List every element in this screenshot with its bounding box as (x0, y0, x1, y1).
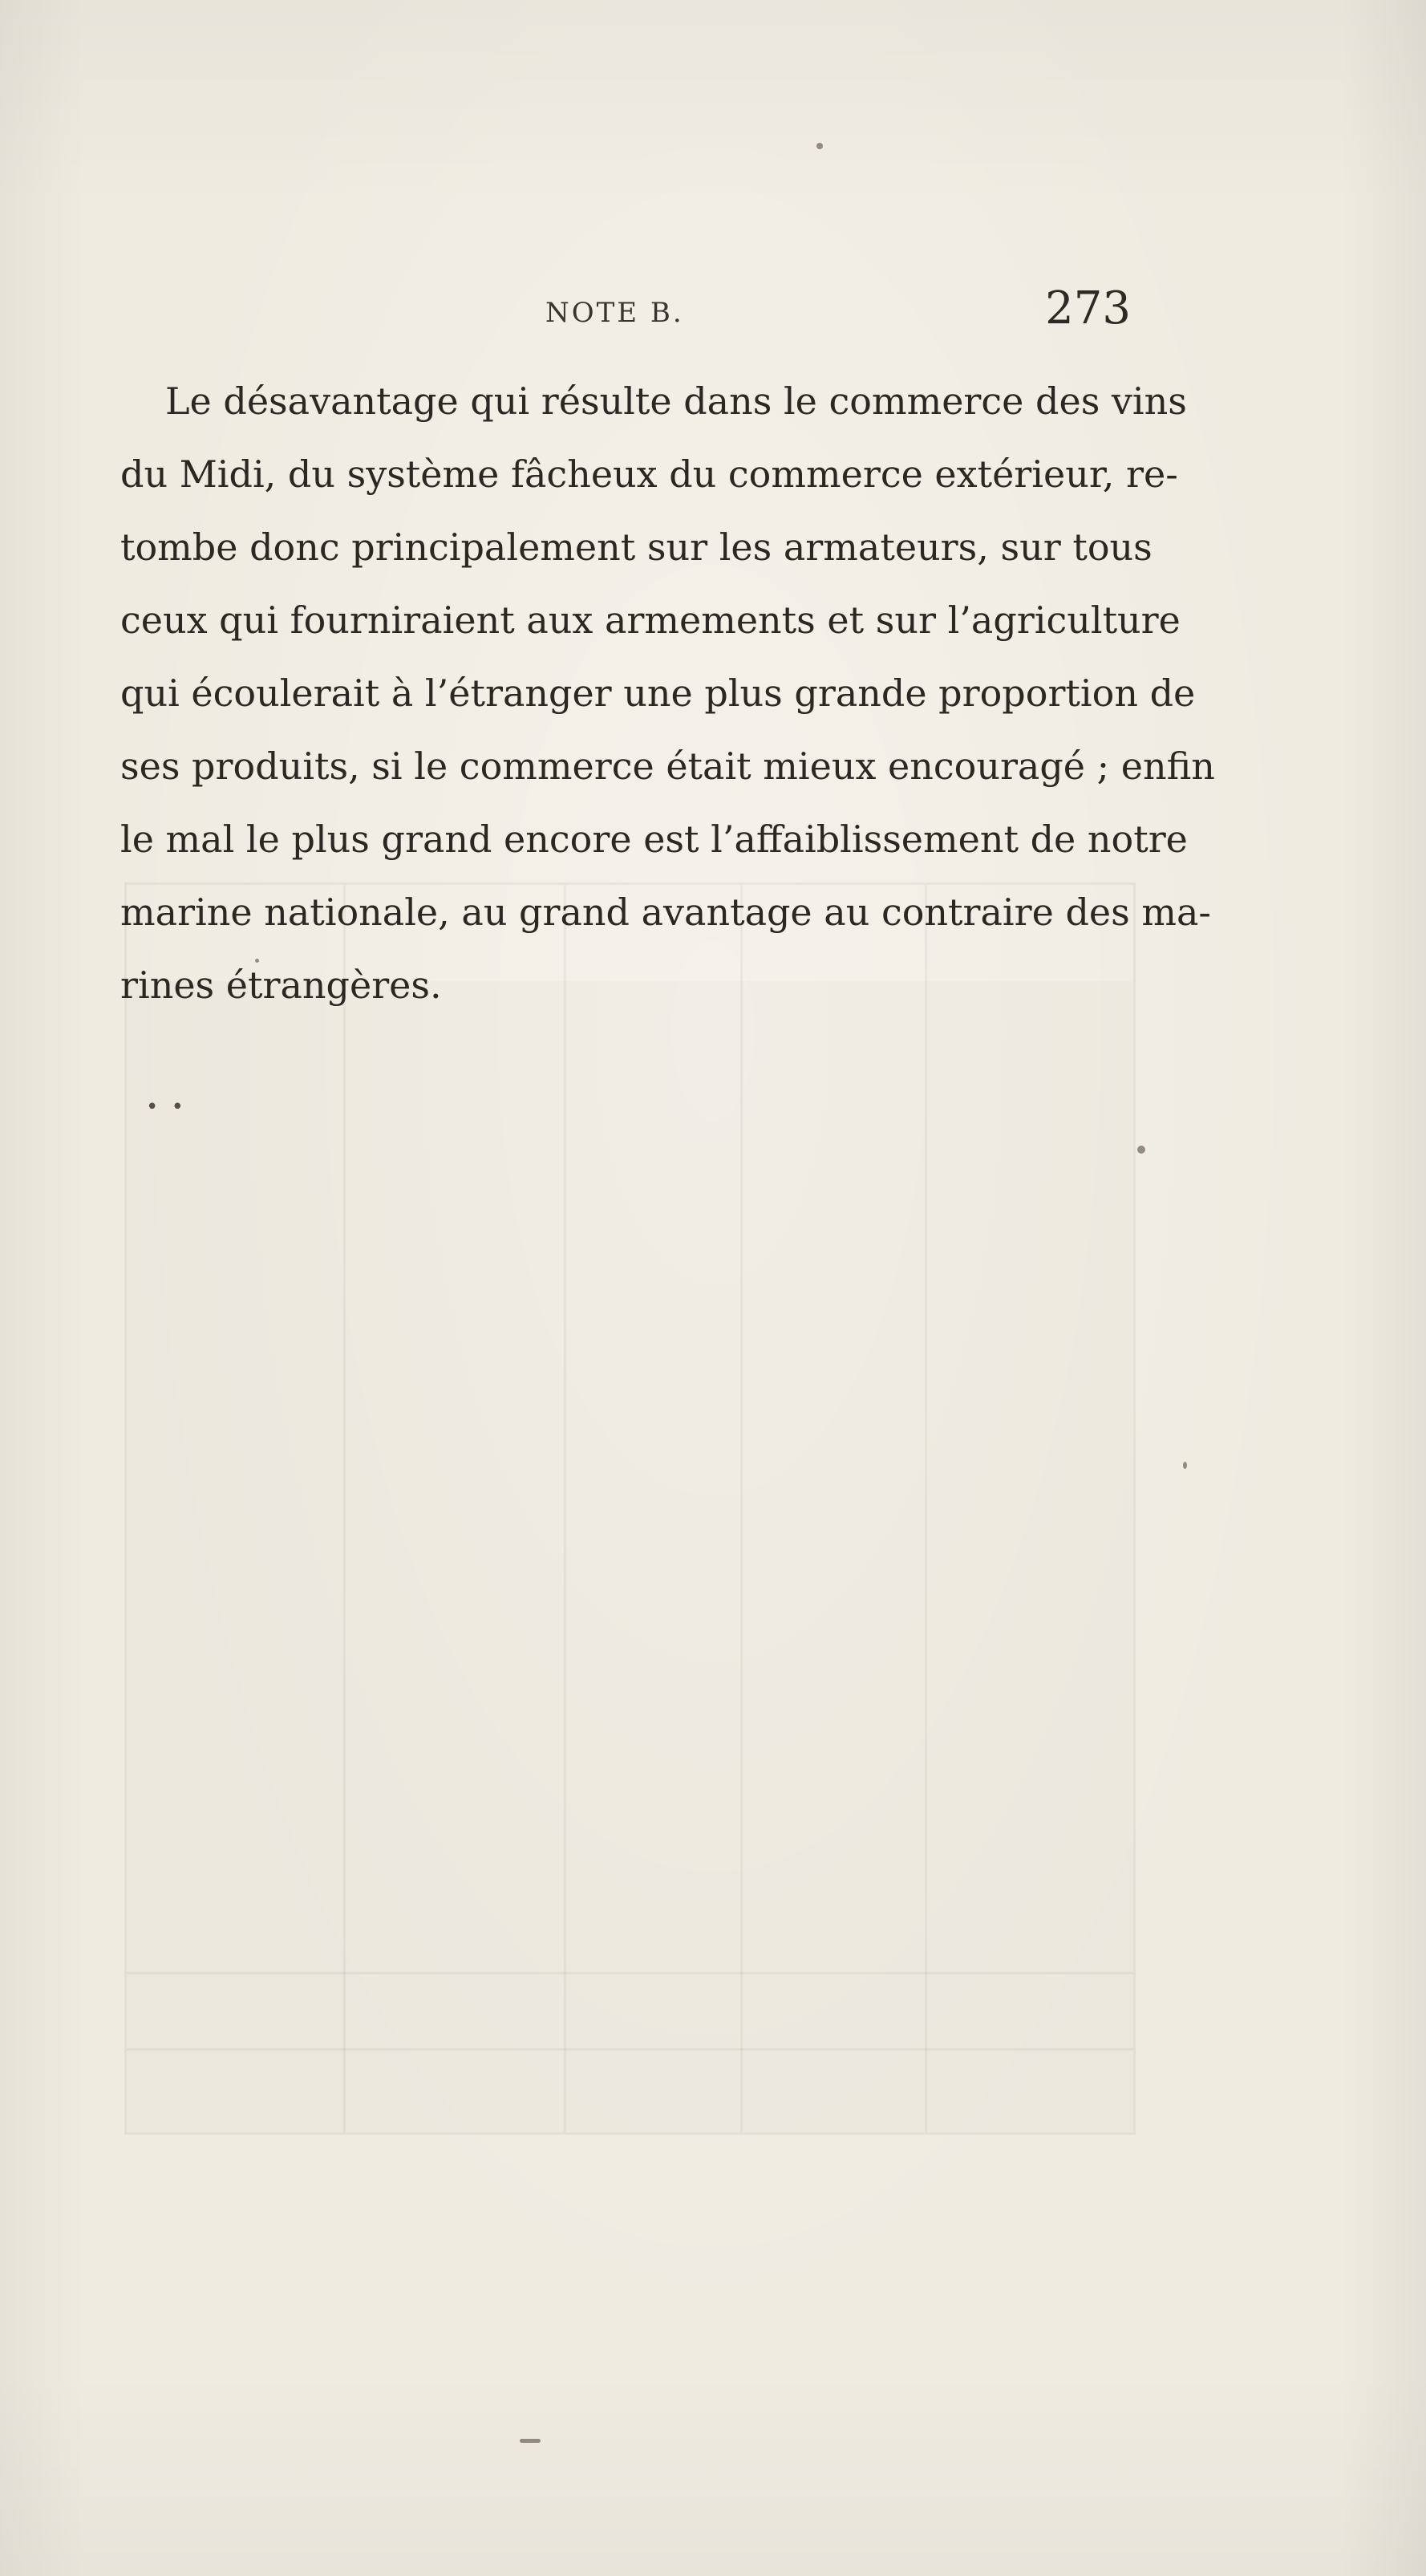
text-line: le mal le plus grand encore est l’affaiblissement de notre (120, 817, 1188, 861)
bleed-through-rule (343, 885, 346, 2132)
paper-speck (1137, 1146, 1145, 1154)
text-line: qui écoulerait à l’étranger une plus grande proportion de (120, 671, 1196, 715)
body-paragraph (120, 365, 1215, 1022)
bleed-through-rule (564, 885, 566, 2132)
text-line: du Midi, du système fâcheux du commerce extérieur, re- (120, 452, 1178, 496)
bleed-through-table (124, 882, 1136, 2135)
paper-speck (520, 2439, 541, 2443)
text-line: ceux qui fourniraient aux armements et sur l’agriculture (120, 598, 1181, 642)
bleed-through-rule (127, 1972, 1133, 1974)
bleed-through-rule (740, 885, 743, 2132)
paper-speck (1183, 1462, 1187, 1469)
paper-speck (255, 959, 259, 963)
text-line: rines étrangères. (120, 963, 442, 1007)
running-head: NOTE B. (545, 297, 684, 329)
page-header (120, 282, 1131, 347)
text-line: tombe donc principalement sur les armateurs, sur tous (120, 525, 1153, 569)
end-ornament: • • (146, 1095, 187, 1119)
text-line: Le désavantage qui résulte dans le commerce des vins (165, 379, 1187, 423)
bleed-through-rule (925, 885, 927, 2132)
page-number: 273 (1045, 282, 1131, 335)
text-line: ses produits, si le commerce était mieux encouragé ; enfin (120, 744, 1215, 788)
paper-speck (816, 143, 823, 149)
bleed-through-rule (127, 2048, 1133, 2051)
bleed-through-shade (127, 981, 1133, 2132)
text-line: marine nationale, au grand avantage au contraire des ma- (120, 890, 1211, 934)
